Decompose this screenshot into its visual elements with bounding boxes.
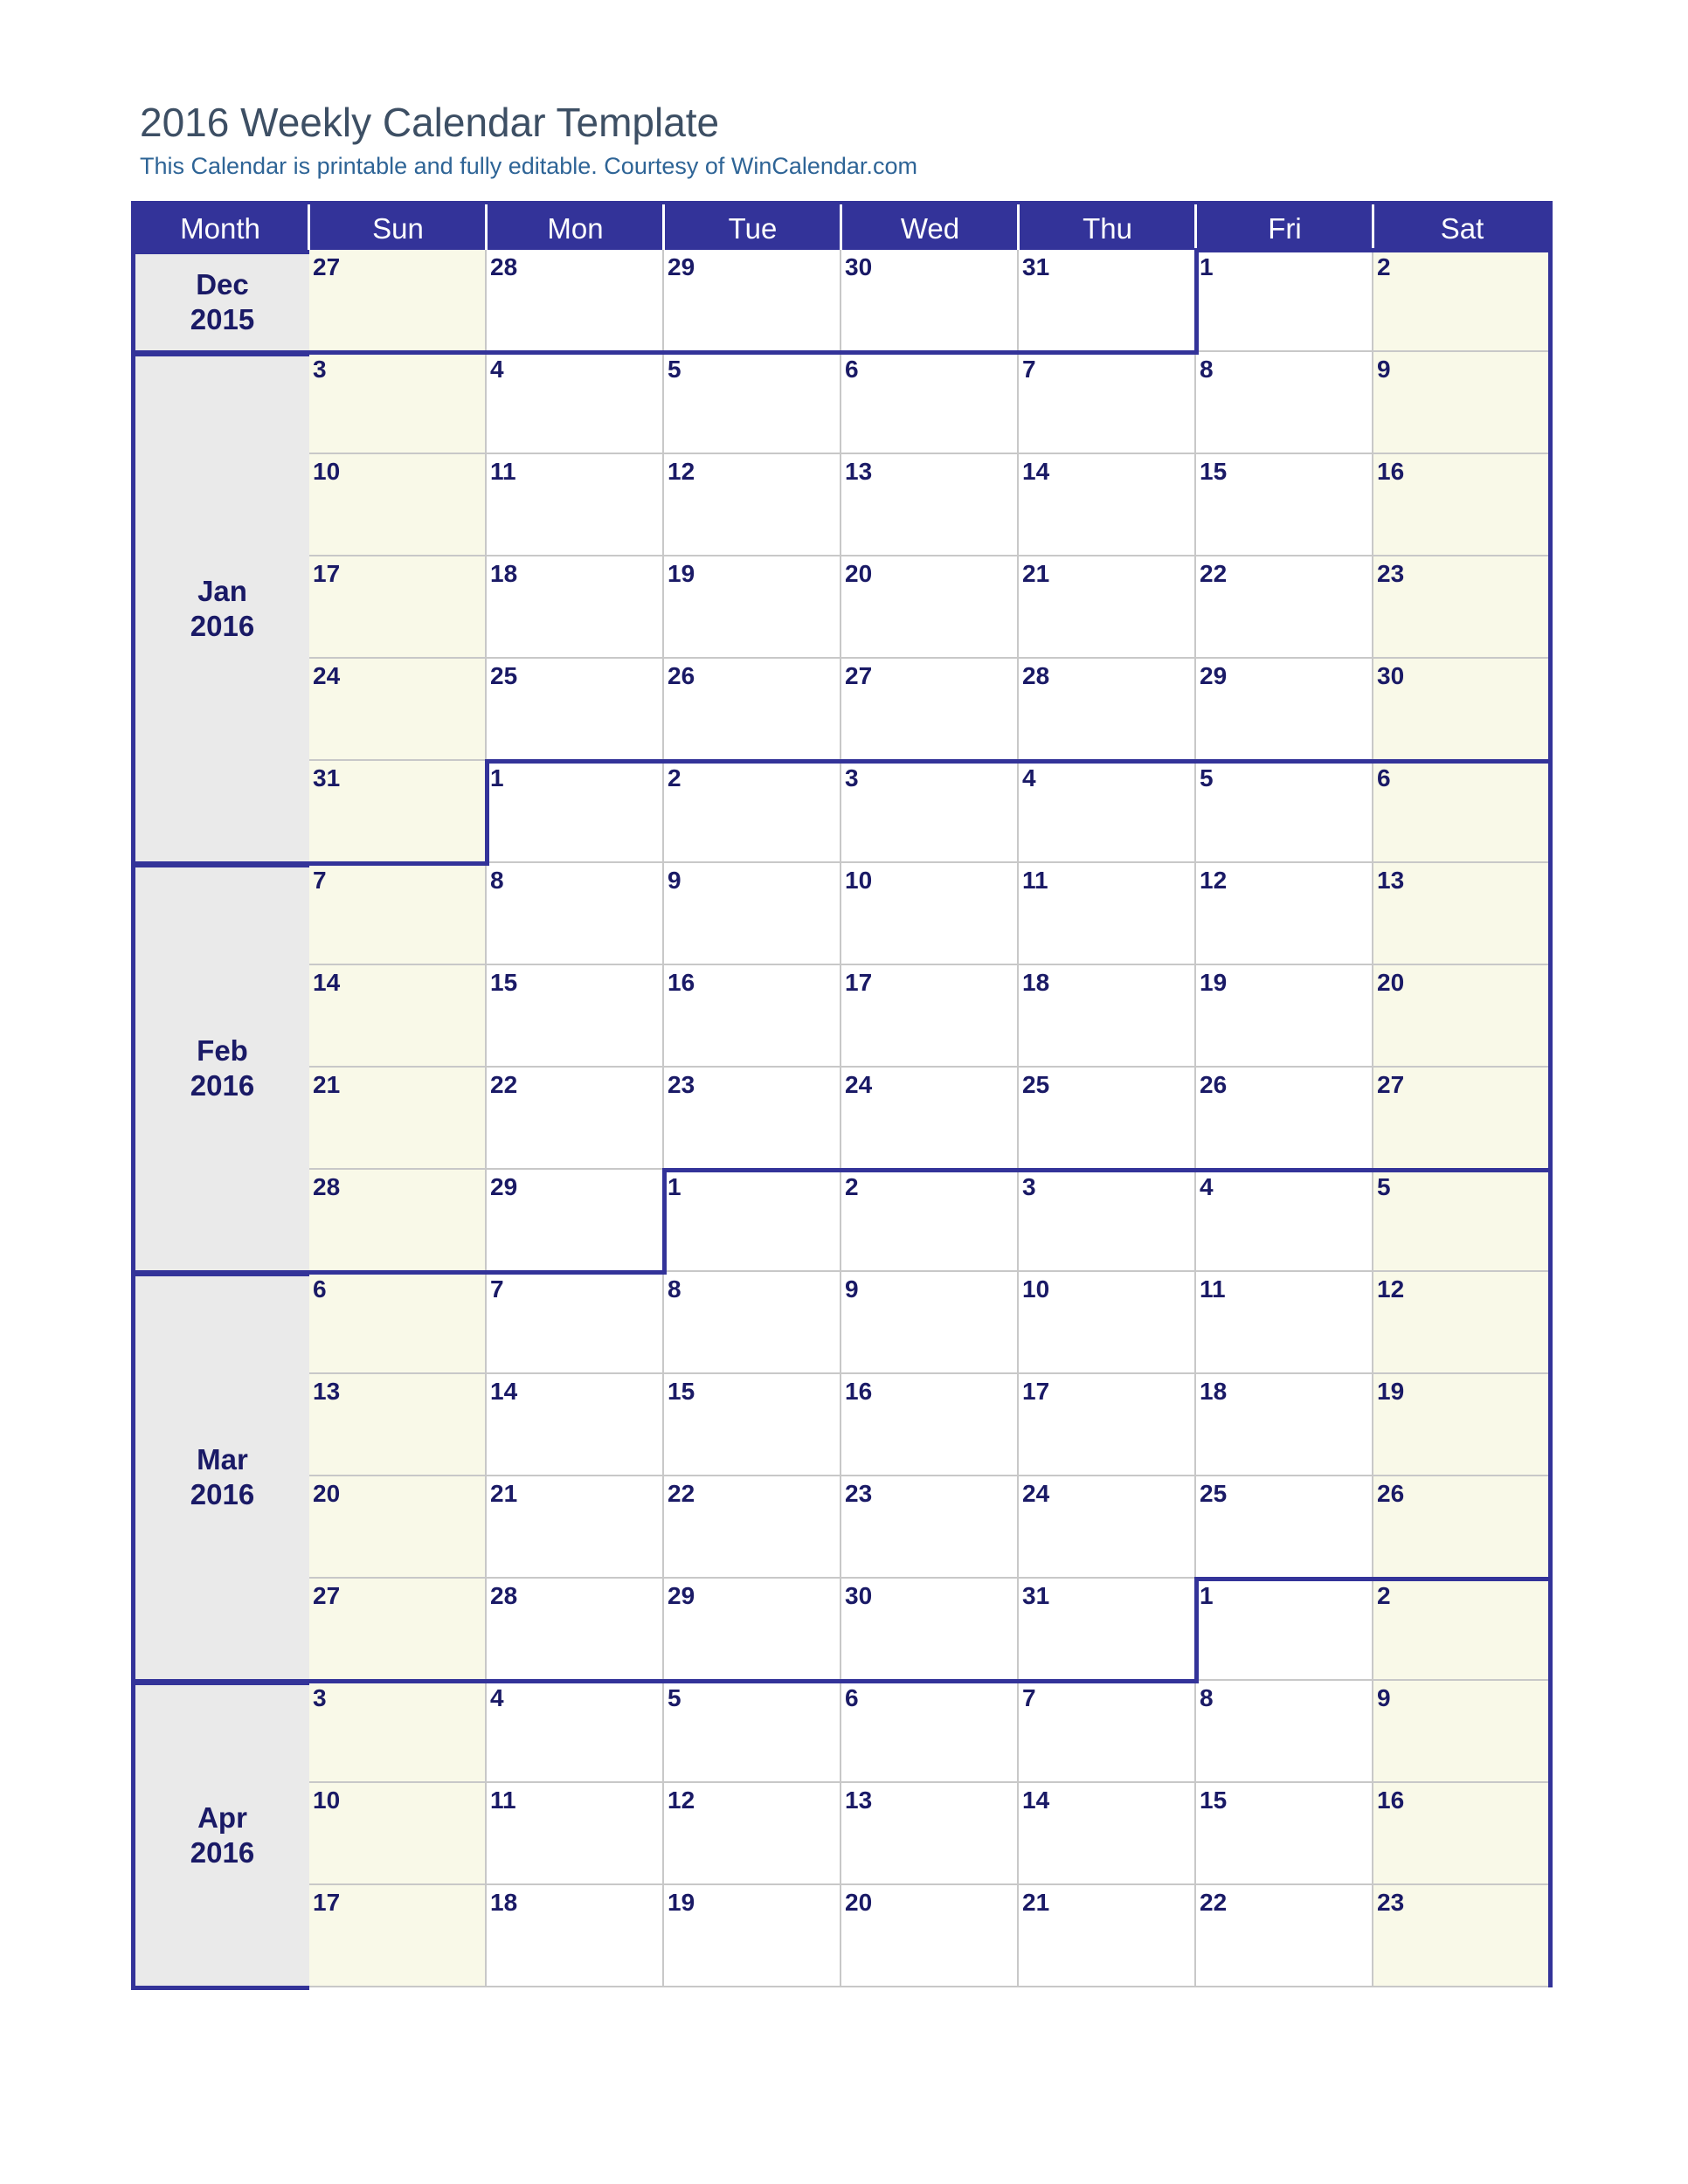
day-cell[interactable] [1373, 1681, 1551, 1783]
day-cell[interactable] [664, 454, 841, 556]
day-cell[interactable] [1019, 1476, 1196, 1579]
day-number: 18 [1022, 969, 1050, 996]
day-cell[interactable] [1373, 965, 1551, 1068]
day-cell[interactable] [1373, 1579, 1551, 1681]
day-cell[interactable] [1196, 1476, 1373, 1579]
day-cell[interactable] [1196, 965, 1373, 1068]
column-header-sat: Sat [1440, 212, 1484, 245]
day-cell[interactable] [841, 1783, 1019, 1885]
day-cell[interactable] [1019, 454, 1196, 556]
day-cell[interactable] [1196, 1170, 1373, 1272]
day-number: 22 [668, 1480, 695, 1507]
day-cell[interactable] [1019, 1681, 1196, 1783]
day-number: 24 [1022, 1480, 1050, 1507]
day-number: 19 [668, 560, 695, 587]
day-cell[interactable] [664, 556, 841, 659]
day-cell[interactable] [487, 250, 664, 352]
month-label-cell [131, 250, 309, 352]
day-number: 19 [1377, 1378, 1405, 1405]
day-cell[interactable] [664, 965, 841, 1068]
day-number: 8 [1200, 1684, 1214, 1711]
month-label [135, 574, 309, 644]
day-cell[interactable] [1373, 1170, 1551, 1272]
day-cell[interactable] [1196, 863, 1373, 965]
day-cell[interactable] [1373, 556, 1551, 659]
month-boundary-line [1194, 248, 1551, 252]
day-number: 8 [668, 1275, 681, 1303]
day-cell[interactable] [1196, 659, 1373, 761]
day-number: 4 [490, 1684, 504, 1711]
day-number: 17 [313, 1889, 341, 1916]
column-header-fri: Fri [1268, 212, 1302, 245]
day-number: 29 [1200, 662, 1228, 689]
day-cell[interactable] [841, 352, 1019, 454]
day-cell[interactable] [841, 1885, 1019, 1987]
month-year: 2016 [190, 1478, 255, 1510]
day-number: 21 [1022, 560, 1050, 587]
day-number: 20 [845, 560, 873, 587]
day-number: 16 [1377, 1787, 1405, 1814]
month-boundary-line [131, 861, 487, 866]
day-number: 14 [1022, 458, 1050, 485]
day-cell[interactable] [1019, 1272, 1196, 1374]
day-cell[interactable] [309, 556, 487, 659]
column-header-thu: Thu [1083, 212, 1132, 245]
day-cell[interactable] [1373, 863, 1551, 965]
day-number: 16 [845, 1378, 873, 1405]
column-header-wed: Wed [900, 212, 960, 245]
day-number: 1 [1200, 1582, 1214, 1609]
day-cell[interactable] [487, 1374, 664, 1476]
day-number: 22 [490, 1071, 518, 1098]
day-number: 5 [668, 356, 681, 383]
day-cell[interactable] [487, 659, 664, 761]
month-year: 2016 [190, 1069, 255, 1102]
day-cell[interactable] [1196, 1068, 1373, 1170]
day-cell[interactable] [1019, 965, 1196, 1068]
column-header-divider [308, 204, 310, 250]
month-boundary-line [662, 1168, 667, 1275]
day-number: 9 [1377, 356, 1391, 383]
day-number: 10 [1022, 1275, 1050, 1303]
day-cell[interactable] [664, 1170, 841, 1272]
day-cell[interactable] [1196, 1272, 1373, 1374]
day-number: 24 [313, 662, 341, 689]
day-cell[interactable] [1019, 659, 1196, 761]
day-number: 18 [490, 1889, 518, 1916]
day-cell[interactable] [1196, 1681, 1373, 1783]
day-number: 22 [1200, 1889, 1228, 1916]
column-header-mon: Mon [547, 212, 604, 245]
day-cell[interactable] [1019, 863, 1196, 965]
day-cell[interactable] [664, 1681, 841, 1783]
column-header-tue: Tue [728, 212, 778, 245]
day-cell[interactable] [487, 1476, 664, 1579]
day-number: 18 [490, 560, 518, 587]
day-cell[interactable] [841, 965, 1019, 1068]
day-cell[interactable] [309, 863, 487, 965]
day-number: 28 [313, 1173, 341, 1200]
day-number: 1 [668, 1173, 681, 1200]
day-cell[interactable] [309, 1272, 487, 1374]
day-cell[interactable] [841, 454, 1019, 556]
day-cell[interactable] [1019, 250, 1196, 352]
day-cell[interactable] [664, 1068, 841, 1170]
month-boundary-line [485, 759, 489, 866]
day-number: 10 [313, 1787, 341, 1814]
day-cell[interactable] [1196, 250, 1373, 352]
day-number: 10 [313, 458, 341, 485]
day-cell[interactable] [487, 1170, 664, 1272]
day-number: 3 [313, 356, 327, 383]
day-cell[interactable] [487, 1681, 664, 1783]
day-number: 13 [1377, 867, 1405, 894]
column-header-divider [485, 204, 488, 250]
day-number: 2 [845, 1173, 859, 1200]
day-cell[interactable] [309, 659, 487, 761]
day-cell[interactable] [487, 761, 664, 863]
day-number: 27 [845, 662, 873, 689]
day-cell[interactable] [841, 556, 1019, 659]
day-cell[interactable] [487, 454, 664, 556]
day-number: 15 [1200, 458, 1228, 485]
day-number: 15 [490, 969, 518, 996]
day-cell[interactable] [1373, 250, 1551, 352]
day-cell[interactable] [1019, 556, 1196, 659]
day-number: 12 [1200, 867, 1228, 894]
day-cell[interactable] [487, 1783, 664, 1885]
month-name: Dec [196, 267, 249, 301]
column-header-divider [1372, 204, 1374, 250]
day-number: 6 [313, 1275, 327, 1303]
day-number: 30 [1377, 662, 1405, 689]
day-number: 18 [1200, 1378, 1228, 1405]
day-number: 23 [1377, 560, 1405, 587]
day-number: 19 [1200, 969, 1228, 996]
column-header-divider [840, 204, 842, 250]
day-number: 6 [845, 356, 859, 383]
day-number: 1 [490, 764, 504, 791]
day-cell[interactable] [664, 250, 841, 352]
day-number: 5 [1377, 1173, 1391, 1200]
month-label [135, 1033, 309, 1103]
day-number: 28 [490, 253, 518, 280]
day-cell[interactable] [841, 1579, 1019, 1681]
day-number: 6 [1377, 764, 1391, 791]
day-number: 12 [668, 1787, 695, 1814]
day-cell[interactable] [309, 761, 487, 863]
day-number: 4 [1200, 1173, 1214, 1200]
day-cell[interactable] [1196, 1374, 1373, 1476]
month-name: Mar [197, 1443, 248, 1476]
day-number: 5 [1200, 764, 1214, 791]
day-cell[interactable] [1019, 352, 1196, 454]
day-cell[interactable] [664, 1476, 841, 1579]
day-cell[interactable] [1373, 454, 1551, 556]
day-number: 16 [668, 969, 695, 996]
day-cell[interactable] [1196, 1783, 1373, 1885]
day-number: 20 [313, 1480, 341, 1507]
day-cell[interactable] [1196, 352, 1373, 454]
day-number: 6 [845, 1684, 859, 1711]
day-cell[interactable] [1373, 659, 1551, 761]
day-cell[interactable] [841, 1374, 1019, 1476]
day-number: 31 [313, 764, 341, 791]
month-boundary-line [1194, 1577, 1551, 1581]
day-cell[interactable] [309, 352, 487, 454]
day-cell[interactable] [487, 1579, 664, 1681]
day-number: 23 [1377, 1889, 1405, 1916]
month-label-cell [131, 352, 309, 863]
day-number: 15 [668, 1378, 695, 1405]
day-cell[interactable] [1196, 454, 1373, 556]
day-cell[interactable] [1196, 556, 1373, 659]
day-cell[interactable] [1019, 1885, 1196, 1987]
day-number: 7 [1022, 1684, 1036, 1711]
day-cell[interactable] [841, 1272, 1019, 1374]
day-number: 25 [1022, 1071, 1050, 1098]
day-cell[interactable] [1373, 1783, 1551, 1885]
day-cell[interactable] [1373, 1374, 1551, 1476]
month-boundary-line [131, 1986, 309, 1990]
month-name: Feb [197, 1034, 248, 1067]
day-cell[interactable] [1019, 1068, 1196, 1170]
day-number: 23 [668, 1071, 695, 1098]
day-number: 19 [668, 1889, 695, 1916]
day-cell[interactable] [309, 1068, 487, 1170]
day-cell[interactable] [487, 352, 664, 454]
day-number: 26 [1200, 1071, 1228, 1098]
column-header-divider [1017, 204, 1020, 250]
day-number: 7 [1022, 356, 1036, 383]
day-number: 12 [1377, 1275, 1405, 1303]
day-cell[interactable] [1373, 1885, 1551, 1987]
month-label [135, 1442, 309, 1512]
month-boundary-line [131, 1270, 664, 1275]
day-number: 24 [845, 1071, 873, 1098]
day-number: 13 [313, 1378, 341, 1405]
day-number: 14 [313, 969, 341, 996]
day-cell[interactable] [487, 556, 664, 659]
month-boundary-line [662, 1168, 1551, 1172]
day-number: 21 [1022, 1889, 1050, 1916]
day-cell[interactable] [1019, 1170, 1196, 1272]
day-cell[interactable] [841, 1170, 1019, 1272]
day-cell[interactable] [309, 965, 487, 1068]
calendar-grid [131, 201, 1553, 2003]
day-cell[interactable] [487, 1272, 664, 1374]
day-cell[interactable] [309, 1783, 487, 1885]
day-cell[interactable] [487, 863, 664, 965]
day-number: 31 [1022, 253, 1050, 280]
day-number: 29 [668, 253, 695, 280]
day-number: 11 [1022, 867, 1048, 894]
day-number: 21 [313, 1071, 341, 1098]
day-number: 14 [490, 1378, 518, 1405]
day-number: 29 [490, 1173, 518, 1200]
day-cell[interactable] [1019, 1579, 1196, 1681]
calendar-right-border [1548, 201, 1553, 1987]
month-name: Jan [197, 574, 247, 607]
day-number: 5 [668, 1684, 681, 1711]
day-number: 4 [490, 356, 504, 383]
day-cell[interactable] [841, 1681, 1019, 1783]
column-header-divider [1194, 204, 1197, 250]
day-number: 4 [1022, 764, 1036, 791]
day-number: 12 [668, 458, 695, 485]
day-number: 27 [313, 1582, 341, 1609]
day-number: 17 [845, 969, 873, 996]
day-number: 27 [313, 253, 341, 280]
month-label [135, 1800, 309, 1870]
day-cell[interactable] [1196, 761, 1373, 863]
day-number: 14 [1022, 1787, 1050, 1814]
column-header-divider [662, 204, 665, 250]
day-cell[interactable] [309, 1170, 487, 1272]
day-number: 17 [1022, 1378, 1050, 1405]
day-number: 2 [668, 764, 681, 791]
month-label [135, 267, 309, 337]
day-cell[interactable] [664, 1272, 841, 1374]
day-number: 1 [1200, 253, 1214, 280]
day-number: 7 [313, 867, 327, 894]
day-number: 8 [490, 867, 504, 894]
column-header-sun: Sun [372, 212, 424, 245]
day-number: 27 [1377, 1071, 1405, 1098]
day-cell[interactable] [841, 863, 1019, 965]
day-cell[interactable] [309, 250, 487, 352]
day-number: 20 [845, 1889, 873, 1916]
day-cell[interactable] [841, 1476, 1019, 1579]
page-subtitle: This Calendar is printable and fully editable. Courtesy of WinCalendar.com [140, 153, 917, 179]
day-number: 2 [1377, 253, 1391, 280]
day-cell[interactable] [664, 1579, 841, 1681]
day-number: 25 [490, 662, 518, 689]
day-cell[interactable] [309, 1476, 487, 1579]
day-number: 8 [1200, 356, 1214, 383]
month-label-cell [131, 1272, 309, 1681]
day-number: 3 [845, 764, 859, 791]
day-cell[interactable] [664, 659, 841, 761]
day-cell[interactable] [309, 1681, 487, 1783]
day-number: 26 [1377, 1480, 1405, 1507]
day-cell[interactable] [841, 250, 1019, 352]
day-cell[interactable] [664, 863, 841, 965]
day-cell[interactable] [309, 454, 487, 556]
month-label-cell [131, 863, 309, 1272]
day-number: 11 [490, 1787, 516, 1814]
day-number: 26 [668, 662, 695, 689]
day-number: 16 [1377, 458, 1405, 485]
day-cell[interactable] [1019, 1783, 1196, 1885]
day-number: 23 [845, 1480, 873, 1507]
day-number: 22 [1200, 560, 1228, 587]
month-boundary-line [1194, 1577, 1199, 1683]
day-number: 9 [1377, 1684, 1391, 1711]
day-cell[interactable] [1373, 1272, 1551, 1374]
day-cell[interactable] [841, 761, 1019, 863]
month-year: 2015 [190, 302, 255, 335]
day-cell[interactable] [664, 352, 841, 454]
day-cell[interactable] [1373, 1068, 1551, 1170]
month-year: 2016 [190, 609, 255, 642]
day-number: 2 [1377, 1582, 1391, 1609]
month-boundary-line [485, 759, 1551, 764]
day-number: 3 [1022, 1173, 1036, 1200]
day-number: 11 [1200, 1275, 1226, 1303]
day-number: 25 [1200, 1480, 1228, 1507]
day-number: 9 [668, 867, 681, 894]
day-cell[interactable] [1373, 1476, 1551, 1579]
day-number: 3 [313, 1684, 327, 1711]
day-cell[interactable] [664, 1885, 841, 1987]
day-cell[interactable] [1196, 1885, 1373, 1987]
day-number: 28 [490, 1582, 518, 1609]
column-header-month: Month [180, 212, 260, 245]
day-cell[interactable] [841, 1068, 1019, 1170]
day-number: 28 [1022, 662, 1050, 689]
page-title: 2016 Weekly Calendar Template [140, 100, 720, 145]
day-number: 9 [845, 1275, 859, 1303]
day-number: 30 [845, 1582, 873, 1609]
day-number: 13 [845, 1787, 873, 1814]
day-cell[interactable] [1373, 352, 1551, 454]
day-number: 20 [1377, 969, 1405, 996]
day-number: 29 [668, 1582, 695, 1609]
day-cell[interactable] [487, 1885, 664, 1987]
day-cell[interactable] [664, 761, 841, 863]
day-cell[interactable] [309, 1374, 487, 1476]
day-cell[interactable] [841, 659, 1019, 761]
month-label-cell [131, 1681, 309, 1987]
day-cell[interactable] [1196, 1579, 1373, 1681]
day-number: 17 [313, 560, 341, 587]
month-name: Apr [197, 1800, 247, 1834]
day-number: 13 [845, 458, 873, 485]
day-cell[interactable] [309, 1885, 487, 1987]
day-cell[interactable] [1373, 761, 1551, 863]
day-cell[interactable] [664, 1783, 841, 1885]
day-cell[interactable] [487, 1068, 664, 1170]
day-number: 31 [1022, 1582, 1050, 1609]
day-cell[interactable] [309, 1579, 487, 1681]
day-cell[interactable] [1019, 1374, 1196, 1476]
day-number: 7 [490, 1275, 504, 1303]
day-cell[interactable] [664, 1374, 841, 1476]
day-number: 21 [490, 1480, 518, 1507]
day-number: 30 [845, 253, 873, 280]
day-cell[interactable] [1019, 761, 1196, 863]
day-number: 15 [1200, 1787, 1228, 1814]
day-cell[interactable] [487, 965, 664, 1068]
month-boundary-line [1194, 248, 1199, 355]
month-boundary-line [131, 1679, 1196, 1683]
month-year: 2016 [190, 1835, 255, 1869]
month-boundary-line [131, 350, 1196, 355]
day-number: 11 [490, 458, 516, 485]
day-number: 10 [845, 867, 873, 894]
